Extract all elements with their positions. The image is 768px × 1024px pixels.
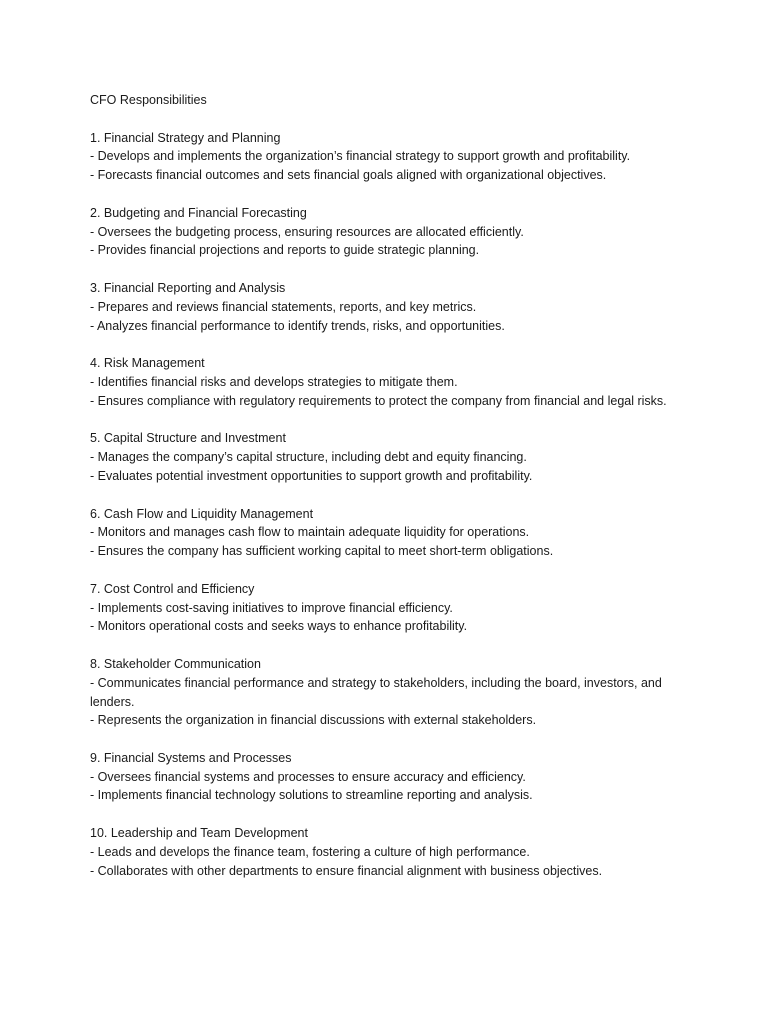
section-financial-systems <box>90 749 690 805</box>
section-heading: 4. Risk Management <box>90 356 205 371</box>
section-leadership <box>90 824 690 880</box>
section-heading: 6. Cash Flow and Liquidity Management <box>90 506 314 521</box>
bullet-item: - Manages the company’s capital structure, including debt and equity financing. <box>90 450 527 465</box>
bullet-item: - Represents the organization in financial discussions with external stakeholders. <box>90 713 537 728</box>
section-heading: 2. Budgeting and Financial Forecasting <box>90 205 307 220</box>
bullet-item: - Oversees the budgeting process, ensuring resources are allocated efficiently. <box>90 224 524 239</box>
section-risk-management <box>90 354 690 410</box>
bullet-item: - Ensures compliance with regulatory requirements to protect the company from financial and legal risks. <box>90 393 667 408</box>
bullet-item: - Analyzes financial performance to identify trends, risks, and opportunities. <box>90 318 505 333</box>
bullet-item: - Monitors operational costs and seeks ways to enhance profitability. <box>90 619 468 634</box>
section-heading: 8. Stakeholder Communication <box>90 656 261 671</box>
bullet-item: - Forecasts financial outcomes and sets financial goals aligned with organizational objectives. <box>90 168 607 183</box>
bullet-item: - Evaluates potential investment opportunities to support growth and profitability. <box>90 468 533 483</box>
section-stakeholder-communication <box>90 655 690 730</box>
section-heading: 9. Financial Systems and Processes <box>90 750 292 765</box>
section-capital-structure <box>90 429 690 485</box>
section-budgeting <box>90 204 690 260</box>
section-financial-strategy <box>90 129 690 185</box>
bullet-item: - Communicates financial performance and strategy to stakeholders, including the board, investors, and lenders. <box>90 675 662 709</box>
section-cash-flow <box>90 505 690 561</box>
document-title: CFO Responsibilities <box>90 93 207 107</box>
bullet-item: - Provides financial projections and reports to guide strategic planning. <box>90 243 480 258</box>
bullet-item: - Implements cost-saving initiatives to improve financial efficiency. <box>90 600 453 615</box>
section-financial-reporting <box>90 279 690 335</box>
section-heading: 5. Capital Structure and Investment <box>90 431 286 446</box>
document-page <box>90 91 690 899</box>
section-heading: 7. Cost Control and Efficiency <box>90 581 255 596</box>
section-cost-control <box>90 580 690 636</box>
bullet-item: - Develops and implements the organization’s financial strategy to support growth and profitability. <box>90 149 631 164</box>
bullet-item: - Implements financial technology solutions to streamline reporting and analysis. <box>90 788 533 803</box>
bullet-item: - Oversees financial systems and processes to ensure accuracy and efficiency. <box>90 769 526 784</box>
bullet-item: - Prepares and reviews financial statements, reports, and key metrics. <box>90 299 477 314</box>
bullet-item: - Monitors and manages cash flow to maintain adequate liquidity for operations. <box>90 525 530 540</box>
section-heading: 3. Financial Reporting and Analysis <box>90 280 286 295</box>
bullet-item: - Identifies financial risks and develops strategies to mitigate them. <box>90 374 458 389</box>
bullet-item: - Collaborates with other departments to ensure financial alignment with business objectives. <box>90 863 603 878</box>
section-heading: 1. Financial Strategy and Planning <box>90 130 281 145</box>
bullet-item: - Ensures the company has sufficient working capital to meet short-term obligations. <box>90 544 554 559</box>
bullet-item: - Leads and develops the finance team, fostering a culture of high performance. <box>90 844 530 859</box>
section-heading: 10. Leadership and Team Development <box>90 826 308 841</box>
